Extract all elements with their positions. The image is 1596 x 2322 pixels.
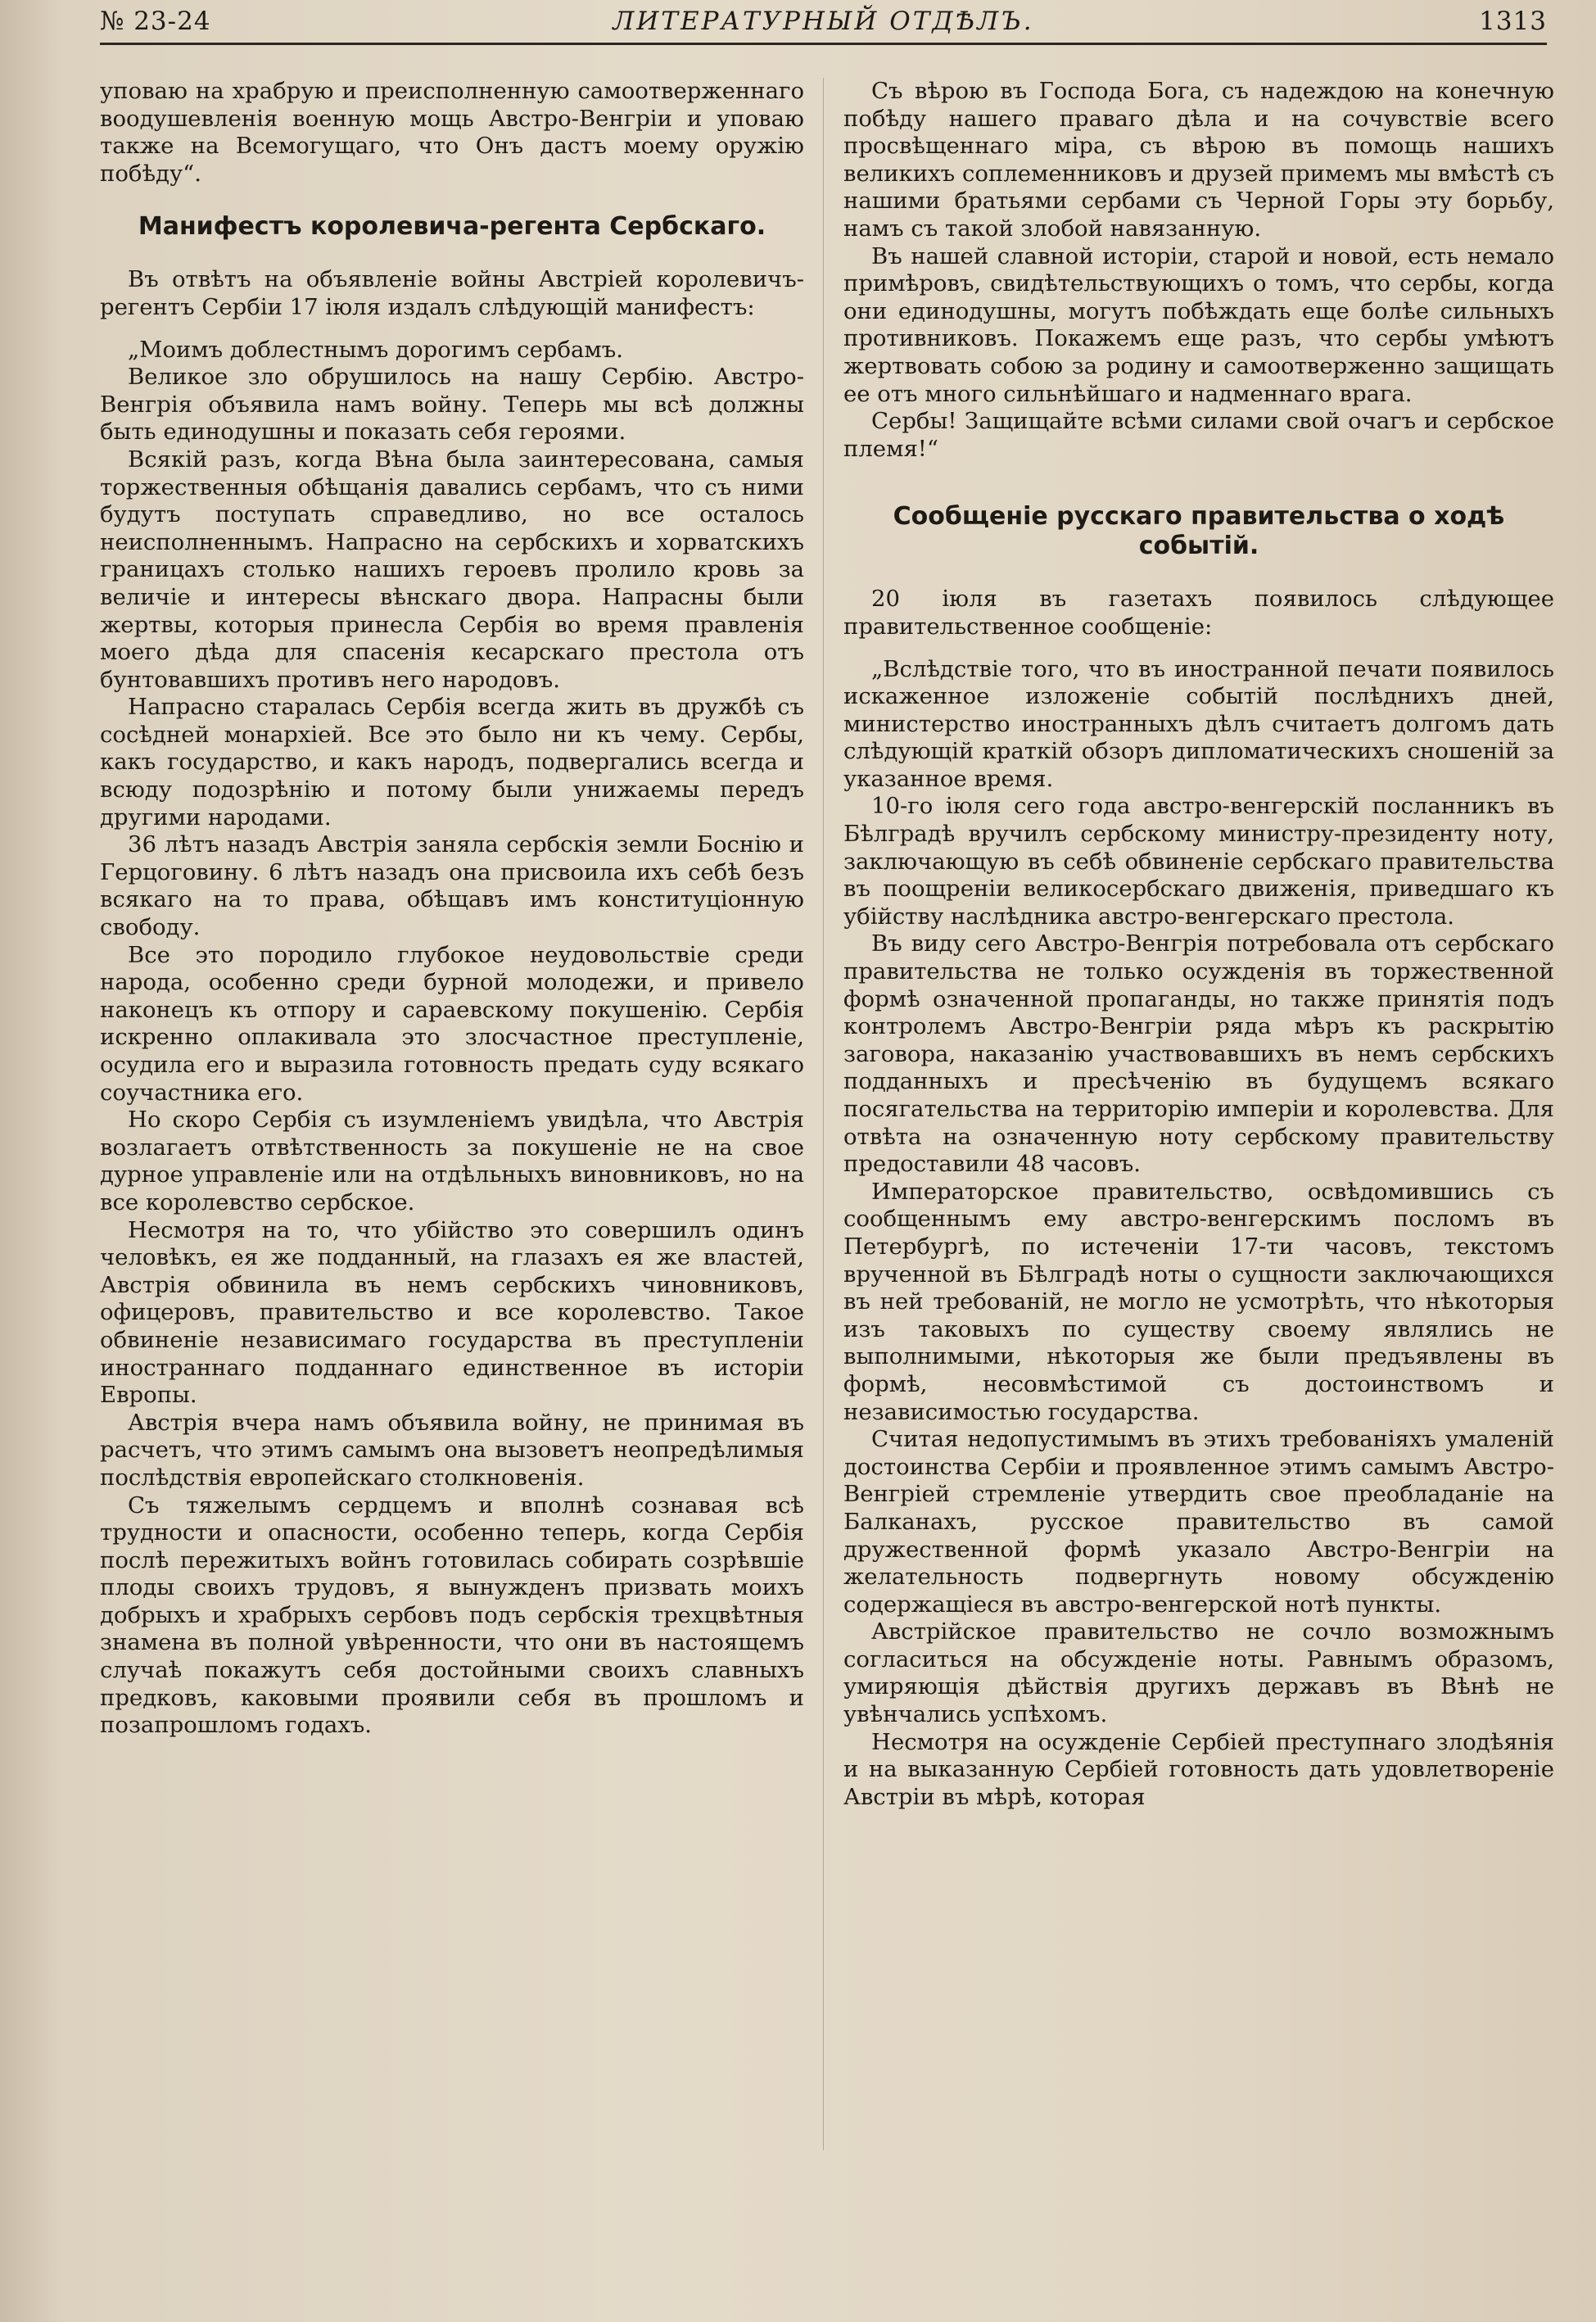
serbian-manifest-heading: Манифестъ королевича-регента Сербскаго.: [138, 212, 766, 242]
manifest-paragraph: Сербы! Защищайте всѣми силами свой очагъ и сербское племя!“: [843, 408, 1554, 462]
communique-lead: 20 іюля въ газетахъ появилось слѣдующее правительственное сообщеніе:: [843, 586, 1554, 640]
manifest-paragraph: Всякій разъ, когда Вѣна была заинтересована, самыя торжественныя обѣщанія давались сербамъ, что съ ними будутъ поступать справедливо, но все осталось неисполненнымъ. Напрасно на сербскихъ и хорватскихъ границахъ столько нашихъ героевъ пролило кровь за величіе и интересы вѣнскаго двора. Напрасны были жертвы, которыя принесла Сербія во время правленія моего дѣда для спасенія кесарскаго престола отъ бунтовавшихъ противъ него народовъ.: [100, 446, 804, 693]
communique-paragraph: Несмотря на осужденіе Сербіей преступнаго злодѣянія и на выказанную Сербіей готовность дать удовлетвореніе Австріи въ мѣрѣ, которая: [843, 1728, 1554, 1810]
manifest-lead: Въ отвѣтъ на объявленіе войны Австріей королевичъ-регентъ Сербіи 17 іюля издалъ слѣдующій манифестъ:: [100, 266, 804, 320]
manifest-paragraph: Несмотря на то, что убійство это совершилъ одинъ человѣкъ, ея же подданный, на глазахъ ея же властей, Австрія обвинила въ немъ сербскихъ чиновниковъ, офицеровъ, правительство и все королевство. Такое обвиненіе независимаго государства въ преступленіи иностраннаго подданнаго единственное въ исторіи Европы.: [100, 1216, 804, 1409]
manifest-paragraph: „Моимъ доблестнымъ дорогимъ сербамъ.: [128, 336, 624, 363]
manifest-paragraph: Съ тяжелымъ сердцемъ и вполнѣ сознавая всѣ трудности и опасности, особенно теперь, когда Сербія послѣ пережитыхъ войнъ готовилась собирать созрѣвшіе плоды своихъ трудовъ, я вынужденъ призвать моихъ добрыхъ и храбрыхъ сербовъ подъ сербскія трехцвѣтныя знамена въ полной увѣренности, что они въ настоящемъ случаѣ покажутъ себя достойными своихъ славныхъ предковъ, каковыми проявили себя въ прошломъ и позапрошломъ годахъ.: [100, 1491, 804, 1739]
intro-continuation: уповаю на храбрую и преисполненную самоотверженнаго воодушевленія военную мощь Австро-Венгріи и уповаю также на Всемогущаго, что Онъ дастъ моему оружію побѣду“.: [100, 78, 804, 187]
manifest-paragraph: Но скоро Сербія съ изумленіемъ увидѣла, что Австрія возлагаетъ отвѣтственность за покушеніе не на свое дурное управленіе или на отдѣльныхъ виновниковъ, но на все королевство сербское.: [100, 1107, 804, 1215]
page-number: 1313: [1479, 7, 1547, 36]
right-column: [843, 78, 1554, 1811]
left-column: [100, 78, 804, 1740]
communique-paragraph: „Вслѣдствіе того, что въ иностранной печати появилось искаженное изложеніе событій послѣднихъ дней, министерство иностранныхъ дѣлъ считаетъ долгомъ дать слѣдующій краткій обзоръ дипломатическихъ сношеній за указанное время.: [843, 655, 1554, 792]
russian-communique-heading: Сообщеніе русскаго правительства о ходѣ событій.: [893, 502, 1505, 561]
manifest-paragraph: 36 лѣтъ назадъ Австрія заняла сербскія земли Боснію и Герцоговину. 6 лѣтъ назадъ она присвоила ихъ себѣ безъ всякаго на то права, обѣщавъ имъ конституціонную свободу.: [100, 831, 804, 941]
manifest-paragraph: Напрасно старалась Сербія всегда жить въ дружбѣ съ сосѣдней монархіей. Все это было ни къ чему. Сербы, какъ государство, и какъ народъ, подвергались всегда и всюду подозрѣнію и потому были унижаемы передъ другими народами.: [100, 694, 804, 831]
section-title: ЛИТЕРАТУРНЫЙ ОТДѢЛЪ.: [613, 7, 1034, 36]
manifest-paragraph: Съ вѣрою въ Господа Бога, съ надеждою на конечную побѣду нашего праваго дѣла и на сочувствіе всего просвѣщеннаго міра, съ вѣрою въ помощь нашихъ великихъ соплеменниковъ и друзей примемъ мы вмѣстѣ съ нашими братьями сербами съ Черной Горы эту борьбу, намъ съ такой злобой навязанную.: [843, 78, 1554, 242]
communique-paragraph: Считая недопустимымъ въ этихъ требованіяхъ умаленій достоинства Сербіи и проявленное этимъ самымъ Австро-Венгріей стремленіе утвердить свое преобладаніе на Балканахъ, русское правительство въ самой дружественной формѣ указало Австро-Венгріи на желательность подвергнуть новому обсужденію содержащіеся въ австро-венгерской нотѣ пункты.: [843, 1426, 1554, 1618]
manifest-paragraph: Австрія вчера намъ объявила войну, не принимая въ расчетъ, что этимъ самымъ она вызоветъ неопредѣлимыя послѣдствія европейскаго столкновенія.: [100, 1409, 804, 1491]
issue-number: № 23-24: [100, 7, 211, 36]
communique-paragraph: Австрійское правительство не сочло возможнымъ согласиться на обсужденіе ноты. Равнымъ образомъ, умиряющія дѣйствія другихъ державъ въ Вѣнѣ не увѣнчались успѣхомъ.: [843, 1618, 1554, 1728]
page-header: [100, 7, 1547, 41]
header-rule: [100, 43, 1547, 45]
communique-paragraph: Въ виду сего Австро-Венгрія потребовала отъ сербскаго правительства не только осужденія въ торжественной формѣ означенной пропаганды, но также принятія подъ контролемъ Австро-Венгріи ряда мѣръ къ раскрытію заговора, наказанію участвовавшихъ въ немъ сербскихъ подданныхъ и пресѣченію въ будущемъ всякаго посягательства на территорію имперіи и королевства. Для отвѣта на означенную ноту сербскому правительству предоставили 48 часовъ.: [843, 930, 1554, 1178]
communique-paragraph: Императорское правительство, освѣдомившись съ сообщеннымъ ему австро-венгерскимъ посломъ въ Петербургѣ, по истеченіи 17-ти часовъ, текстомъ врученной въ Бѣлградѣ ноты о сущности заключающихся въ ней требованій, не могло не усмотрѣть, что нѣкоторыя изъ таковыхъ по существу своему являлись не выполнимыми, нѣкоторыя же были предъявлены въ формѣ, несовмѣстимой съ достоинствомъ и независимостью государства.: [843, 1178, 1554, 1425]
manifest-paragraph: Все это породило глубокое неудовольствіе среди народа, особенно среди бурной молодежи, и привело наконецъ къ отпору и сараевскому покушенію. Сербія искренно оплакивала это злосчастное преступленіе, осудила его и выразила готовность предать суду всякаго соучастника его.: [100, 941, 804, 1106]
communique-paragraph: 10-го іюля сего года австро-венгерскій посланникъ въ Бѣлградѣ вручилъ сербскому министру-президенту ноту, заключающую въ себѣ обвиненіе сербскаго правительства въ поощреніи великосербскаго движенія, приведшаго къ убійству наслѣдника австро-венгерскаго престола.: [843, 793, 1554, 930]
manifest-paragraph: Въ нашей славной исторіи, старой и новой, есть немало примѣровъ, свидѣтельствующихъ о томъ, что сербы, когда они единодушны, могутъ побѣждать еще болѣе сильныхъ противниковъ. Покажемъ еще разъ, что сербы умѣютъ жертвовать собою за родину и самоотверженно защищать ее отъ много сильнѣйшаго и надменнаго врага.: [843, 242, 1554, 407]
manifest-paragraph: Великое зло обрушилось на нашу Сербію. Австро-Венгрія объявила намъ войну. Теперь мы всѣ должны быть единодушны и показать себя героями.: [100, 364, 804, 446]
column-divider: [823, 78, 824, 2150]
